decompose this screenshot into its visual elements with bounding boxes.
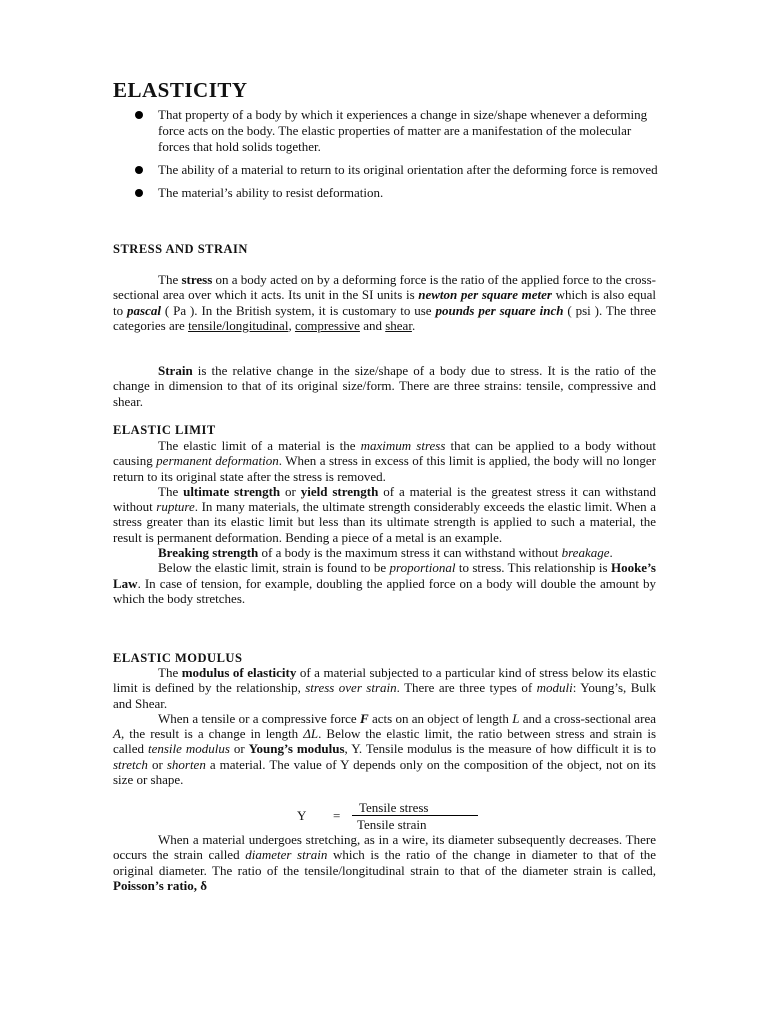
section-heading-elastic-limit: ELASTIC LIMIT [113, 423, 216, 437]
strain-paragraph: Strain is the relative change in the size/shape of a body due to stress. It is the ratio of the change in dimension to that of its original size/form. There are three strains: tensile, compressive and shear. [113, 363, 656, 409]
hookes-law-paragraph: Below the elastic limit, strain is found to be proportional to stress. This relationship is Hooke’s Law. In case of tension, for example, doubling the applied force on a body will double the amount by which the body stretches. [113, 560, 656, 606]
term-pascal: pascal [127, 302, 161, 318]
section-heading-stress-strain: STRESS AND STRAIN [113, 242, 248, 256]
list-item [113, 107, 661, 155]
term-newton-per-square-meter: newton per square meter [418, 287, 552, 303]
term-strain: Strain [158, 363, 193, 378]
youngs-modulus-formula [297, 800, 497, 832]
bullet-icon [135, 189, 143, 197]
term-stress: stress [181, 272, 213, 287]
term-pounds-per-square-inch: pounds per square inch [435, 302, 564, 318]
term-compressive: compressive [294, 317, 360, 333]
formula-equals: = [333, 808, 341, 823]
poissons-ratio-paragraph: When a material undergoes stretching, as in a wire, its diameter subsequently decreases. There occurs the strain called diameter strain which is the ratio of the change in diameter to that of the original diameter. The ratio of the tensile/longitudinal strain to that of the diameter strain is called, Poisson’s ratio, δ [113, 832, 656, 893]
term-poissons-ratio: Poisson’s ratio, δ [113, 877, 208, 893]
list-item-text: The material’s ability to resist deformation. [158, 185, 384, 200]
bullet-icon [135, 166, 143, 174]
breaking-strength-paragraph: Breaking strength of a body is the maximum stress it can withstand without breakage. [158, 545, 613, 561]
bullet-icon [135, 111, 143, 119]
list-item [113, 162, 661, 178]
modulus-paragraph: The modulus of elasticity of a material subjected to a particular kind of stress below its elastic limit is defined by the relationship, stress over strain. There are three types of moduli: Young’s, Bulk and Shear. [113, 665, 657, 711]
ultimate-strength-paragraph: The ultimate strength or yield strength of a material is the greatest stress it can withstand without rupture. In many materials, the ultimate strength considerably exceeds the elastic limit. When a stress greater than its elastic limit but less than its ultimate strength is applied to such a material, the result is permanent deformation. Bending a piece of a metal is an example. [113, 483, 656, 545]
section-heading-elastic-modulus: ELASTIC MODULUS [113, 651, 243, 665]
term-shear: shear [385, 317, 412, 333]
elastic-limit-body [113, 438, 656, 606]
elastic-modulus-body [113, 665, 656, 787]
elastic-limit-paragraph: The elastic limit of a material is the maximum stress that can be applied to a body without causing permanent deformation. When a stress in excess of this limit is applied, the body will no longer return to its original state after the stress is removed. [113, 438, 656, 484]
formula-lhs: Y [297, 808, 307, 823]
stress-paragraph: The stress on a body acted on by a deforming force is the ratio of the applied force to the cross-sectional area over which it acts. Its unit in the SI units is newton per square meter which is also equal to pascal ( Pa ). In the British system, it is customary to use pounds per square inch ( psi ). The three categories are tensile/longitudinal, compressive and shear. [113, 272, 656, 333]
youngs-modulus-paragraph: When a tensile or a compressive force F acts on an object of length L and a cross-sectional area A, the result is a change in length ΔL. Below the elastic limit, the ratio between stress and strain is called tensile modulus or Young’s modulus, Y. Tensile modulus is the measure of how difficult it is to stretch or shorten a material. The value of Y depends only on the composition of the object, not on its size or shape. [113, 710, 657, 788]
list-item-text: That property of a body by which it experiences a change in size/shape whenever a deforming force acts on the body. The elastic properties of matter are a manifestation of the molecular forces that hold solids together. [158, 107, 648, 154]
formula-denominator: Tensile strain [357, 817, 427, 832]
fraction-bar [352, 815, 478, 816]
list-item-text: The ability of a material to return to its original orientation after the deforming force is removed [158, 162, 658, 177]
list-item [113, 185, 661, 201]
page-title: ELASTICITY [113, 78, 248, 102]
formula-numerator: Tensile stress [359, 800, 429, 815]
definition-list [113, 107, 661, 208]
term-tensile: tensile/longitudinal [188, 317, 289, 333]
